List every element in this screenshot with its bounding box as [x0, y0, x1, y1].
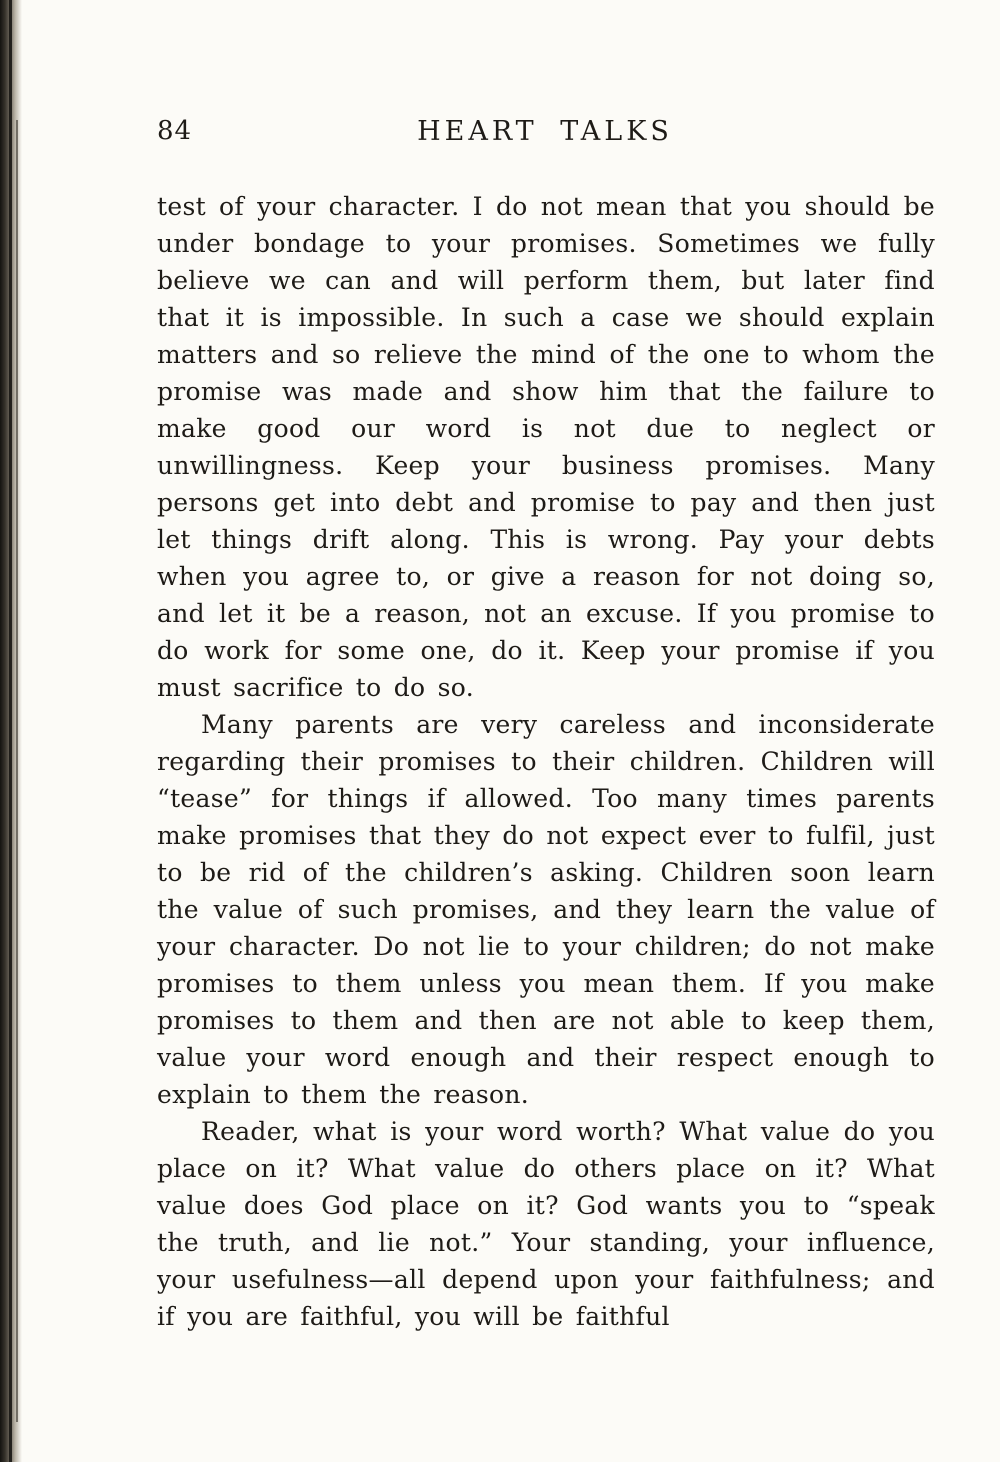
paragraph: Reader, what is your word worth? What value do you place on it? What value do others place on it? What value does God place on it? God wants you to “speak the truth, and lie not.” Your standing, your influence, your usefulness—all depend upon your faithfulness; and if you are faithful, you will be faithful [157, 1117, 935, 1331]
binding-line [16, 120, 18, 1422]
paragraph: Many parents are very careless and inconsiderate regarding their promises to their children. Children will “tease” for things if allowed. Too many times parents make promises that they do not expect ever to fulfil, just to be rid of the children’s asking. Children soon learn the value of such promises, and they learn the value of your character. Do not lie to your children; do not make promises to them unless you mean them. If you make promises to them and then are not able to keep them, value your word enough and their respect enough to explain to them the reason. [157, 710, 935, 1109]
binding-line [9, 0, 12, 1462]
body-text [157, 188, 935, 1335]
page-number: 84 [157, 116, 193, 146]
paragraph: test of your character. I do not mean that you should be under bondage to your promises. Sometimes we fully believe we can and will perform them, but later find that it is impossible. In such a case we should explain matters and so relieve the mind of the one to whom the promise was made and show him that the failure to make good our word is not due to neglect or unwillingness. Keep your business promises. Many persons get into debt and promise to pay and then just let things drift along. This is wrong. Pay your debts when you agree to, or give a reason for not doing so, and let it be a reason, not an excuse. If you promise to do work for some one, do it. Keep your promise if you must sacrifice to do so. [157, 192, 935, 702]
page-header [155, 116, 935, 156]
running-title: HEART TALKS [417, 116, 673, 147]
